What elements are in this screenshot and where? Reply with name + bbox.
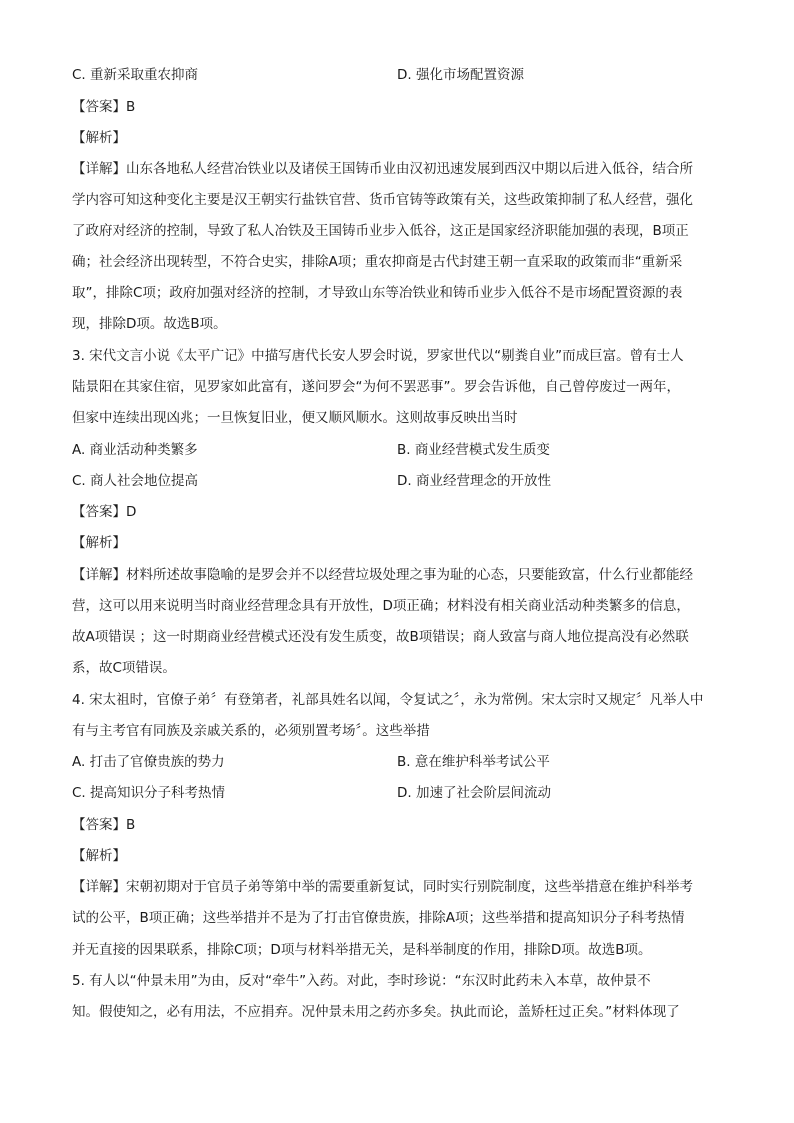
q4-option-b: B. 意在维护科举考试公平 <box>397 754 550 770</box>
q4-stem-line: 4. 宋太祖时，官僚子弟〞有登第者，礼部具姓名以闻，令复试之〞，永为常例。宋太宗时又规定〞凡举人中 <box>72 692 704 708</box>
q3-options-row-cd <box>72 471 732 491</box>
q2-options-row-cd <box>72 65 732 85</box>
q3-options-row-ab <box>72 440 732 460</box>
q5-stem-line: 知。假使知之，必有用法，不应捐弃。况仲景未用之药亦多矣。执此而论，盖矫枉过正矣。”材料体现了 <box>72 1004 680 1020</box>
q4-stem-line: 有与主考官有同族及亲戚关系的，必须别置考场〞。这些举措 <box>72 723 430 739</box>
q3-stem-line: 但家中连续出现凶兆；一旦恢复旧业，便又顺风顺水。这则故事反映出当时 <box>72 410 518 426</box>
q4-detail-line: 【详解】宋朝初期对于官员子弟等第中举的需要重新复试，同时实行别院制度，这些举措意在维护科举考 <box>72 879 693 895</box>
q3-detail-line: 【详解】材料所述故事隐喻的是罗会并不以经营垃圾处理之事为耻的心态，只要能致富，什么行业都能经 <box>72 567 693 583</box>
q3-option-a: A. 商业活动种类繁多 <box>72 442 198 458</box>
q4-answer: 【答案】B <box>72 817 136 833</box>
q2-analysis-heading: 【解析】 <box>72 130 126 146</box>
q4-option-d: D. 加速了社会阶层间流动 <box>397 785 551 801</box>
q2-detail-line: 取”，排除C项；政府加强对经济的控制，才导致山东等冶铁业和铸币业步入低谷不是市场配置资源的表 <box>72 285 683 301</box>
q4-detail-line: 试的公平，B项正确；这些举措并不是为了打击官僚贵族，排除A项；这些举措和提高知识分子科考热情 <box>72 910 685 926</box>
q3-analysis-heading: 【解析】 <box>72 535 126 551</box>
q2-detail-line: 确；社会经济出现转型，不符合史实，排除A项；重农抑商是古代封建王朝一直采取的政策而非“重新采 <box>72 254 683 270</box>
q2-option-d: D. 强化市场配置资源 <box>397 67 524 83</box>
q4-option-c: C. 提高知识分子科考热情 <box>72 785 226 801</box>
q5-stem-line: 5. 有人以“仲景未用”为由，反对“牵牛”入药。对此，李时珍说：“东汉时此药未入本草，故仲景不 <box>72 973 651 989</box>
q2-detail-line: 学内容可知这种变化主要是汉王朝实行盐铁官营、货币官铸等政策有关，这些政策抑制了私人经营，强化 <box>72 192 693 208</box>
q4-analysis-heading: 【解析】 <box>72 848 126 864</box>
q3-stem-line: 陆景阳在其家住宿，见罗家如此富有，遂问罗会“为何不罢恶事”。罗会告诉他，自己曾停废过一两年， <box>72 379 680 395</box>
q2-detail-line: 了政府对经济的控制，导致了私人冶铁及王国铸币业步入低谷，这正是国家经济职能加强的表现，B项正 <box>72 223 689 239</box>
q3-detail-line: 营，这可以用来说明当时商业经营理念具有开放性，D项正确；材料没有相关商业活动种类繁多的信息， <box>72 598 690 614</box>
q4-options-row-cd <box>72 783 732 803</box>
q4-detail-line: 并无直接的因果联系，排除C项；D项与材料举措无关，是科举制度的作用，排除D项。故选B项。 <box>72 942 652 958</box>
q2-detail-line: 【详解】山东各地私人经营冶铁业以及诸侯王国铸币业由汉初迅速发展到西汉中期以后进入低谷，结合所 <box>72 161 693 177</box>
q2-detail-line: 现，排除D项。故选B项。 <box>72 316 227 332</box>
q3-detail-line: 系，故C项错误。 <box>72 660 176 676</box>
q3-answer: 【答案】D <box>72 504 137 520</box>
q3-option-d: D. 商业经营理念的开放性 <box>397 473 551 489</box>
q2-answer: 【答案】B <box>72 99 136 115</box>
q3-option-c: C. 商人社会地位提高 <box>72 473 199 489</box>
q3-stem-line: 3. 宋代文言小说《太平广记》中描写唐代长安人罗会时说，罗家世代以“剔粪自业”而成巨富。曾有士人 <box>72 348 684 364</box>
q2-option-c: C. 重新采取重农抑商 <box>72 67 199 83</box>
q4-options-row-ab <box>72 752 732 772</box>
q3-detail-line: 故A项错误 ；这一时期商业经营模式还没有发生质变，故B项错误；商人致富与商人地位提高没有必然联 <box>72 629 689 645</box>
q3-option-b: B. 商业经营模式发生质变 <box>397 442 550 458</box>
q4-option-a: A. 打击了官僚贵族的势力 <box>72 754 225 770</box>
